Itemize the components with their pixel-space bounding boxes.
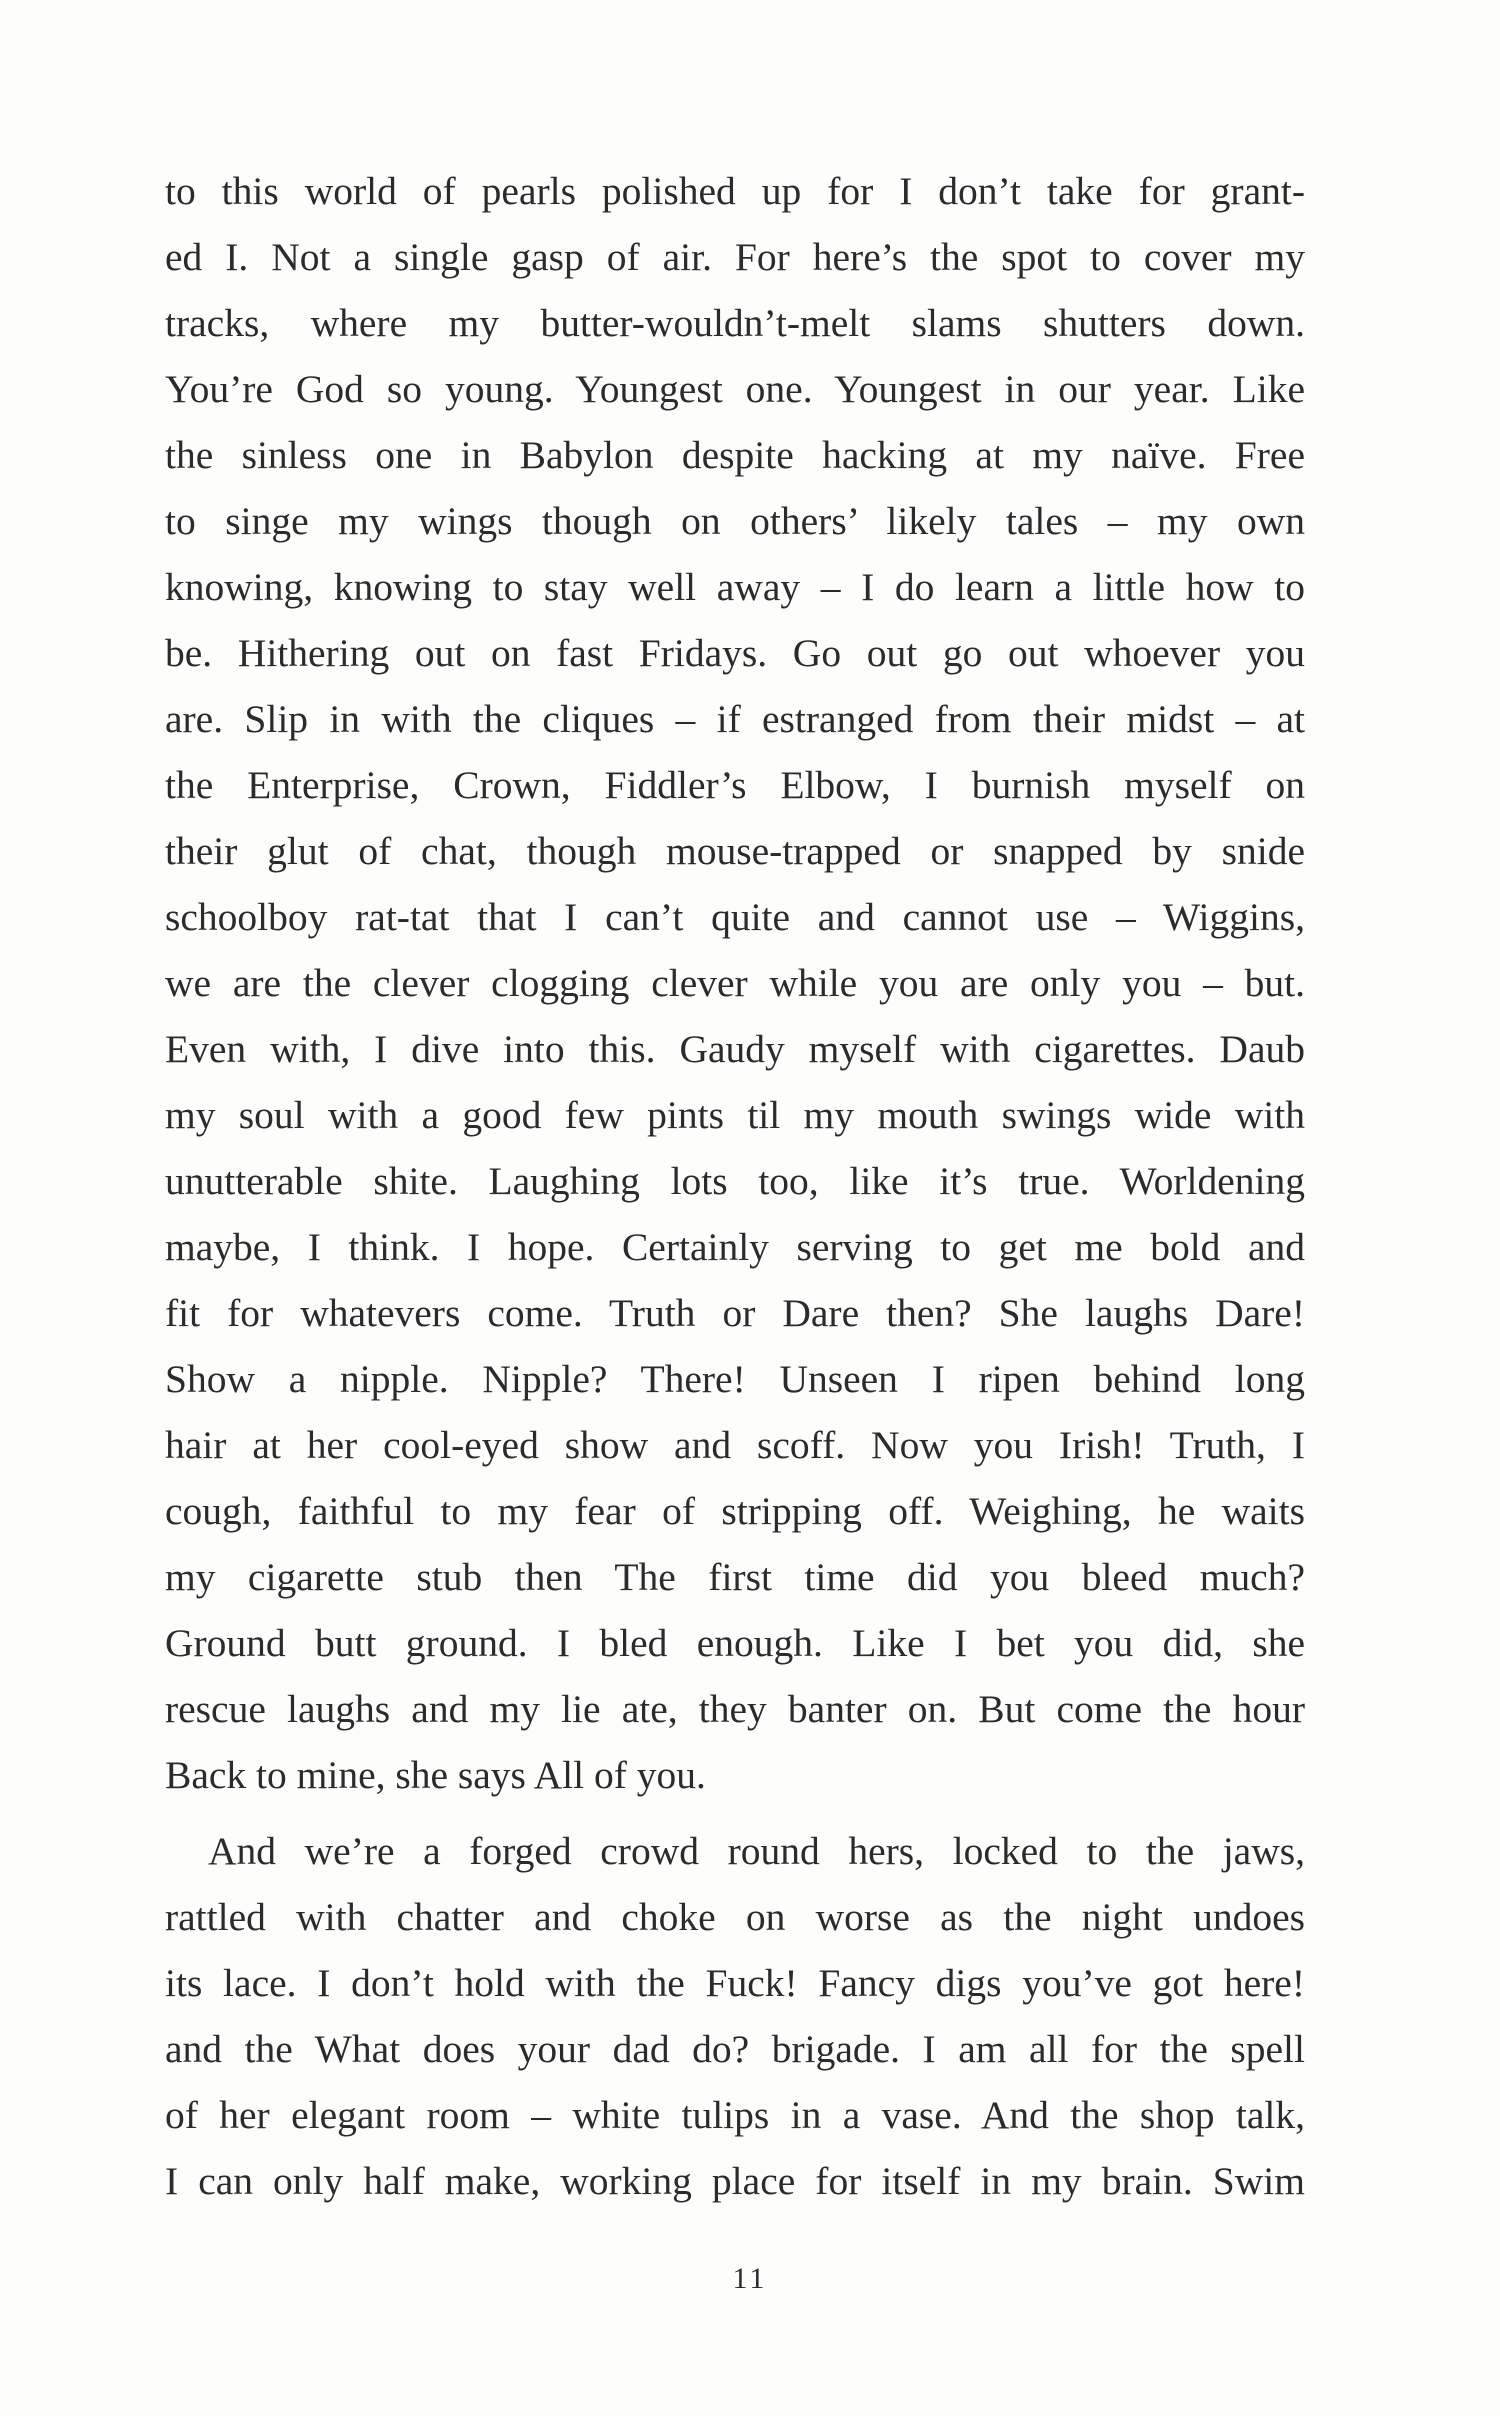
line-text: rescue laughs and my lie ate, they banter on. But come the hour	[165, 1687, 1305, 1731]
line-text: unutterable shite. Laughing lots too, like it’s true. Worldening	[165, 1159, 1305, 1203]
line-text: I can only half make, working place for itself in my brain. Swim	[165, 2159, 1305, 2203]
line-text: the Enterprise, Crown, Fiddler’s Elbow, I burnish myself on	[165, 763, 1305, 807]
line-text: of her elegant room – white tulips in a vase. And the shop talk,	[165, 2093, 1305, 2137]
line-text: my cigarette stub then The first time did you bleed much?	[165, 1555, 1305, 1599]
line-text: are. Slip in with the cliques – if estranged from their midst – at	[165, 697, 1305, 741]
line-text: knowing, knowing to stay well away – I do learn a little how to	[165, 565, 1305, 609]
line-text: rattled with chatter and choke on worse as the night undoes	[165, 1895, 1305, 1939]
page-number: 11	[732, 2262, 768, 2295]
line-text: their glut of chat, though mouse-trapped or snapped by snide	[165, 829, 1305, 873]
line-text: to singe my wings though on others’ likely tales – my own	[165, 499, 1305, 543]
line-text: Ground butt ground. I bled enough. Like I bet you did, she	[165, 1621, 1305, 1665]
line-text: cough, faithful to my fear of stripping off. Weighing, he waits	[165, 1489, 1305, 1533]
line-text: Even with, I dive into this. Gaudy myself with cigarettes. Daub	[165, 1027, 1305, 1071]
line-text: its lace. I don’t hold with the Fuck! Fancy digs you’ve got here!	[165, 1961, 1305, 2005]
line-text: ed I. Not a single gasp of air. For here’s the spot to cover my	[165, 235, 1305, 279]
line-text: You’re God so young. Youngest one. Youngest in our year. Like	[165, 367, 1305, 411]
line-text: hair at her cool-eyed show and scoff. Now you Irish! Truth, I	[165, 1423, 1305, 1467]
line-text: my soul with a good few pints til my mouth swings wide with	[165, 1093, 1305, 1137]
line-text: And we’re a forged crowd round hers, locked to the jaws,	[208, 1829, 1305, 1873]
line-text: maybe, I think. I hope. Certainly serving to get me bold and	[165, 1225, 1305, 1269]
line-text: to this world of pearls polished up for I don’t take for grant-	[165, 169, 1305, 213]
line-text: we are the clever clogging clever while you are only you – but.	[165, 961, 1305, 1005]
line-text: the sinless one in Babylon despite hacking at my naïve. Free	[165, 433, 1305, 477]
line-text: fit for whatevers come. Truth or Dare then? She laughs Dare!	[165, 1291, 1305, 1335]
line-text: and the What does your dad do? brigade. I am all for the spell	[165, 2027, 1305, 2071]
line-text: Show a nipple. Nipple? There! Unseen I ripen behind long	[165, 1357, 1305, 1401]
line-text: be. Hithering out on fast Fridays. Go out go out whoever you	[165, 631, 1305, 675]
line-text: schoolboy rat-tat that I can’t quite and cannot use – Wiggins,	[165, 895, 1305, 939]
line-text: tracks, where my butter-wouldn’t-melt slams shutters down.	[165, 301, 1305, 345]
line-text: Back to mine, she says All of you.	[165, 1753, 706, 1797]
